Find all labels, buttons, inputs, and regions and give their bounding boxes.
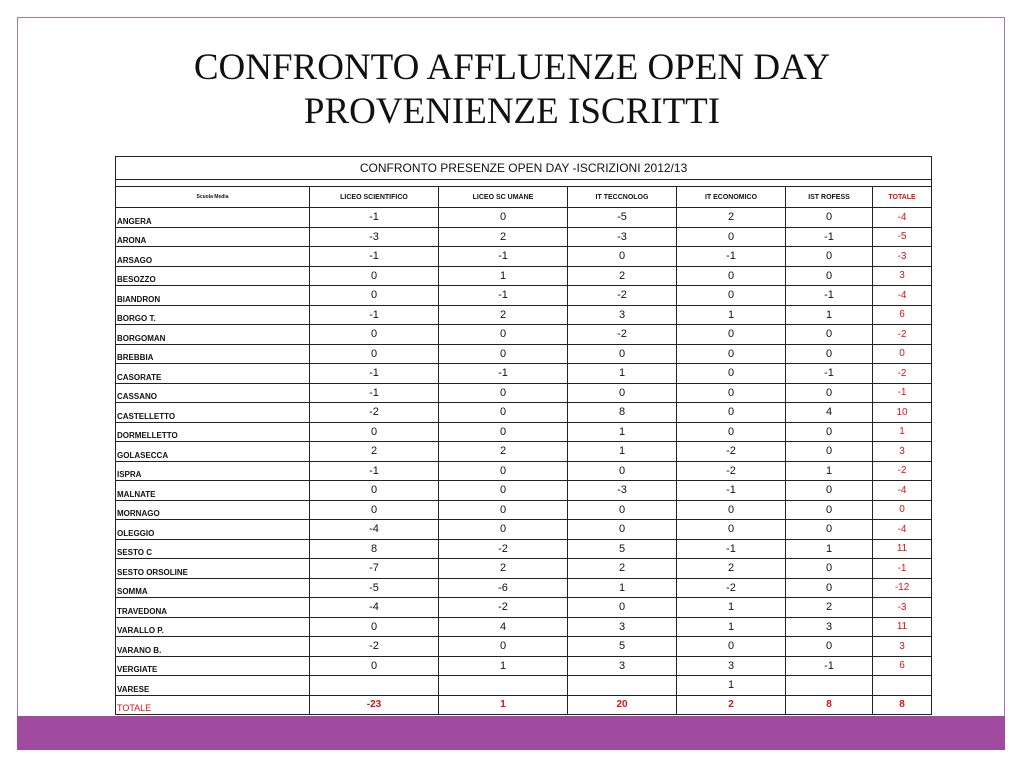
cell-it-tecnologico: 5 [568, 539, 677, 559]
cell-it-tecnologico: 1 [568, 442, 677, 462]
cell-liceo-scientifico: 2 [310, 442, 439, 462]
cell-ist-professionale: 2 [786, 598, 873, 618]
total-cell-totale: 8 [873, 695, 932, 715]
cell-it-economico: 2 [677, 208, 786, 228]
cell-liceo-scientifico: -1 [310, 208, 439, 228]
cell-liceo-scientifico: -4 [310, 598, 439, 618]
cell-ist-professionale: 0 [786, 247, 873, 267]
cell-it-economico: 0 [677, 520, 786, 540]
table-row [116, 442, 932, 462]
cell-totale: 3 [873, 442, 932, 462]
table-row [116, 383, 932, 403]
cell-liceo-sc-umane: 0 [439, 500, 568, 520]
table-row [116, 364, 932, 384]
table-row [116, 247, 932, 267]
cell-ist-professionale: 4 [786, 403, 873, 423]
cell-liceo-sc-umane: 2 [439, 442, 568, 462]
cell-totale: -2 [873, 325, 932, 345]
cell-liceo-scientifico: -7 [310, 559, 439, 579]
cell-ist-professionale: 0 [786, 520, 873, 540]
cell-school-name: MALNATE [116, 481, 310, 501]
cell-liceo-sc-umane: 0 [439, 208, 568, 228]
cell-it-tecnologico: 0 [568, 344, 677, 364]
total-cell-it-tecnologico: 20 [568, 695, 677, 715]
cell-totale: 0 [873, 500, 932, 520]
header-cell-ist-professionale: IST ROFESS [786, 187, 873, 208]
table-row [116, 325, 932, 345]
cell-school-name: CASTELLETTO [116, 403, 310, 423]
table-row [116, 637, 932, 657]
cell-liceo-sc-umane [439, 676, 568, 696]
cell-ist-professionale: 0 [786, 559, 873, 579]
cell-liceo-scientifico: 0 [310, 617, 439, 637]
cell-it-economico: 0 [677, 422, 786, 442]
cell-totale: -5 [873, 227, 932, 247]
cell-liceo-sc-umane: 0 [439, 403, 568, 423]
cell-liceo-scientifico: -2 [310, 403, 439, 423]
cell-school-name: BESOZZO [116, 266, 310, 286]
cell-it-tecnologico: 3 [568, 305, 677, 325]
cell-liceo-scientifico: -3 [310, 227, 439, 247]
cell-school-name: MORNAGO [116, 500, 310, 520]
slide-title [0, 46, 1024, 134]
table-total-row [116, 695, 932, 715]
cell-liceo-sc-umane: 2 [439, 305, 568, 325]
cell-liceo-scientifico: 0 [310, 266, 439, 286]
cell-school-name: CASORATE [116, 364, 310, 384]
cell-it-economico: 0 [677, 325, 786, 345]
cell-totale: -4 [873, 481, 932, 501]
cell-it-economico: -1 [677, 539, 786, 559]
cell-liceo-sc-umane: -2 [439, 539, 568, 559]
cell-school-name: VARANO B. [116, 637, 310, 657]
cell-it-tecnologico: -2 [568, 325, 677, 345]
cell-school-name: ARSAGO [116, 247, 310, 267]
cell-liceo-scientifico: -1 [310, 383, 439, 403]
cell-ist-professionale: 0 [786, 481, 873, 501]
cell-liceo-sc-umane: 4 [439, 617, 568, 637]
cell-liceo-scientifico: -1 [310, 247, 439, 267]
cell-it-tecnologico: 1 [568, 578, 677, 598]
table-row [116, 227, 932, 247]
table-row [116, 208, 932, 228]
cell-liceo-scientifico: 0 [310, 286, 439, 306]
cell-school-name: SESTO C [116, 539, 310, 559]
cell-liceo-sc-umane: -1 [439, 364, 568, 384]
table-caption-row [116, 157, 932, 180]
cell-it-economico: 0 [677, 383, 786, 403]
table-row [116, 481, 932, 501]
cell-it-tecnologico: 5 [568, 637, 677, 657]
cell-liceo-sc-umane: 0 [439, 481, 568, 501]
table-row [116, 598, 932, 618]
cell-ist-professionale: 0 [786, 422, 873, 442]
table-row [116, 676, 932, 696]
cell-totale: -3 [873, 598, 932, 618]
header-cell-totale: TOTALE [873, 187, 932, 208]
cell-totale: 11 [873, 539, 932, 559]
table-row [116, 266, 932, 286]
cell-it-economico: 0 [677, 286, 786, 306]
cell-school-name: ARONA [116, 227, 310, 247]
cell-totale: -12 [873, 578, 932, 598]
cell-liceo-scientifico: -1 [310, 461, 439, 481]
cell-liceo-scientifico: 0 [310, 344, 439, 364]
cell-totale: -3 [873, 247, 932, 267]
cell-ist-professionale: 0 [786, 578, 873, 598]
cell-it-tecnologico: 1 [568, 422, 677, 442]
cell-ist-professionale: 0 [786, 442, 873, 462]
blank-cell [116, 180, 932, 187]
table-row [116, 520, 932, 540]
cell-it-tecnologico: 3 [568, 617, 677, 637]
table-row [116, 656, 932, 676]
cell-it-tecnologico: 0 [568, 247, 677, 267]
cell-it-tecnologico: 2 [568, 266, 677, 286]
cell-it-economico: 0 [677, 637, 786, 657]
cell-liceo-scientifico [310, 676, 439, 696]
cell-liceo-scientifico: 0 [310, 325, 439, 345]
cell-liceo-sc-umane: 0 [439, 344, 568, 364]
table-caption: CONFRONTO PRESENZE OPEN DAY -ISCRIZIONI 2012/13 [116, 157, 932, 180]
cell-ist-professionale: 3 [786, 617, 873, 637]
cell-it-economico: 2 [677, 559, 786, 579]
cell-liceo-sc-umane: -1 [439, 286, 568, 306]
cell-liceo-sc-umane: -1 [439, 247, 568, 267]
cell-ist-professionale: 0 [786, 637, 873, 657]
cell-school-name: ISPRA [116, 461, 310, 481]
cell-ist-professionale: 0 [786, 325, 873, 345]
table-row [116, 422, 932, 442]
footer-accent-band [17, 716, 1005, 750]
cell-it-tecnologico: -5 [568, 208, 677, 228]
header-cell-it-tecnologico: IT TECCNOLOG [568, 187, 677, 208]
cell-ist-professionale: -1 [786, 286, 873, 306]
cell-totale: 11 [873, 617, 932, 637]
table-body [116, 157, 932, 715]
cell-school-name: OLEGGIO [116, 520, 310, 540]
cell-liceo-scientifico: -4 [310, 520, 439, 540]
cell-ist-professionale: 1 [786, 305, 873, 325]
cell-liceo-sc-umane: 1 [439, 656, 568, 676]
table-blank-row [116, 180, 932, 187]
cell-school-name: BIANDRON [116, 286, 310, 306]
slide-title-line-2: PROVENIENZE ISCRITTI [303, 91, 721, 132]
table-row [116, 403, 932, 423]
total-cell-liceo-scientifico: -23 [310, 695, 439, 715]
cell-school-name: GOLASECCA [116, 442, 310, 462]
table-row [116, 500, 932, 520]
cell-liceo-scientifico: -1 [310, 364, 439, 384]
cell-it-tecnologico: -3 [568, 227, 677, 247]
cell-totale: -2 [873, 364, 932, 384]
table-row [116, 539, 932, 559]
cell-it-economico: -2 [677, 461, 786, 481]
cell-school-name: SESTO ORSOLINE [116, 559, 310, 579]
cell-liceo-scientifico: 0 [310, 656, 439, 676]
cell-liceo-scientifico: -1 [310, 305, 439, 325]
cell-it-economico: 1 [677, 305, 786, 325]
data-table [115, 156, 932, 715]
header-cell-liceo-scientifico: LICEO SCIENTIFICO [310, 187, 439, 208]
cell-totale: 6 [873, 305, 932, 325]
cell-it-tecnologico: 0 [568, 500, 677, 520]
cell-it-economico: 0 [677, 364, 786, 384]
cell-it-tecnologico: 0 [568, 383, 677, 403]
cell-totale: 6 [873, 656, 932, 676]
cell-it-economico: 0 [677, 344, 786, 364]
cell-it-economico: 1 [677, 598, 786, 618]
cell-liceo-sc-umane: 0 [439, 422, 568, 442]
cell-ist-professionale: -1 [786, 227, 873, 247]
cell-liceo-sc-umane: 0 [439, 383, 568, 403]
cell-it-tecnologico: -3 [568, 481, 677, 501]
cell-ist-professionale: -1 [786, 364, 873, 384]
header-cell-school: Scuola Media [116, 187, 310, 208]
cell-totale: 3 [873, 637, 932, 657]
cell-liceo-sc-umane: 0 [439, 325, 568, 345]
cell-totale: -4 [873, 286, 932, 306]
cell-it-tecnologico: 8 [568, 403, 677, 423]
cell-school-name: VERGIATE [116, 656, 310, 676]
table-row [116, 344, 932, 364]
cell-liceo-scientifico: 0 [310, 422, 439, 442]
cell-liceo-sc-umane: 0 [439, 520, 568, 540]
cell-liceo-sc-umane: 2 [439, 559, 568, 579]
cell-liceo-scientifico: 0 [310, 481, 439, 501]
cell-liceo-scientifico: -5 [310, 578, 439, 598]
cell-ist-professionale: 0 [786, 383, 873, 403]
cell-liceo-scientifico: 0 [310, 500, 439, 520]
cell-totale: -1 [873, 559, 932, 579]
cell-it-economico: 0 [677, 403, 786, 423]
cell-totale: -4 [873, 520, 932, 540]
cell-it-economico: 3 [677, 656, 786, 676]
cell-ist-professionale [786, 676, 873, 696]
cell-it-economico: -2 [677, 578, 786, 598]
cell-it-tecnologico: 2 [568, 559, 677, 579]
cell-it-tecnologico: 0 [568, 461, 677, 481]
table-row [116, 559, 932, 579]
cell-liceo-sc-umane: 0 [439, 637, 568, 657]
cell-it-economico: 1 [677, 676, 786, 696]
header-cell-it-economico: IT ECONOMICO [677, 187, 786, 208]
cell-ist-professionale: 0 [786, 344, 873, 364]
header-cell-liceo-sc-umane: LICEO SC UMANE [439, 187, 568, 208]
cell-ist-professionale: 1 [786, 461, 873, 481]
cell-liceo-sc-umane: 2 [439, 227, 568, 247]
cell-totale: 1 [873, 422, 932, 442]
cell-school-name: ANGERA [116, 208, 310, 228]
cell-it-tecnologico: 1 [568, 364, 677, 384]
cell-it-tecnologico: -2 [568, 286, 677, 306]
cell-ist-professionale: 0 [786, 500, 873, 520]
cell-school-name: BREBBIA [116, 344, 310, 364]
cell-ist-professionale: 1 [786, 539, 873, 559]
cell-it-economico: 0 [677, 500, 786, 520]
table-row [116, 578, 932, 598]
table-row [116, 617, 932, 637]
total-cell-ist-professionale: 8 [786, 695, 873, 715]
table-row [116, 305, 932, 325]
cell-it-tecnologico: 0 [568, 598, 677, 618]
cell-it-economico: 0 [677, 266, 786, 286]
cell-it-tecnologico: 3 [568, 656, 677, 676]
cell-it-tecnologico [568, 676, 677, 696]
cell-it-economico: 1 [677, 617, 786, 637]
cell-it-tecnologico: 0 [568, 520, 677, 540]
table-header-row [116, 187, 932, 208]
cell-totale: 10 [873, 403, 932, 423]
total-cell-school-name: TOTALE [116, 695, 310, 715]
cell-school-name: SOMMA [116, 578, 310, 598]
cell-it-economico: 0 [677, 227, 786, 247]
total-cell-it-economico: 2 [677, 695, 786, 715]
cell-school-name: BORGOMAN [116, 325, 310, 345]
cell-ist-professionale: 0 [786, 208, 873, 228]
cell-school-name: BORGO T. [116, 305, 310, 325]
table-row [116, 286, 932, 306]
cell-totale: -1 [873, 383, 932, 403]
cell-school-name: VARALLO P. [116, 617, 310, 637]
cell-ist-professionale: -1 [786, 656, 873, 676]
cell-liceo-scientifico: 8 [310, 539, 439, 559]
table-row [116, 461, 932, 481]
cell-totale: 0 [873, 344, 932, 364]
cell-liceo-sc-umane: 1 [439, 266, 568, 286]
cell-liceo-sc-umane: -2 [439, 598, 568, 618]
cell-it-economico: -2 [677, 442, 786, 462]
slide-title-line-1: CONFRONTO AFFLUENZE OPEN DAY [193, 47, 831, 88]
cell-totale: -2 [873, 461, 932, 481]
cell-liceo-sc-umane: 0 [439, 461, 568, 481]
cell-ist-professionale: 0 [786, 266, 873, 286]
cell-school-name: CASSANO [116, 383, 310, 403]
cell-totale [873, 676, 932, 696]
cell-totale: 3 [873, 266, 932, 286]
cell-totale: -4 [873, 208, 932, 228]
cell-liceo-scientifico: -2 [310, 637, 439, 657]
cell-school-name: TRAVEDONA [116, 598, 310, 618]
cell-school-name: DORMELLETTO [116, 422, 310, 442]
cell-school-name: VARESE [116, 676, 310, 696]
total-cell-liceo-sc-umane: 1 [439, 695, 568, 715]
cell-liceo-sc-umane: -6 [439, 578, 568, 598]
cell-it-economico: -1 [677, 481, 786, 501]
cell-it-economico: -1 [677, 247, 786, 267]
